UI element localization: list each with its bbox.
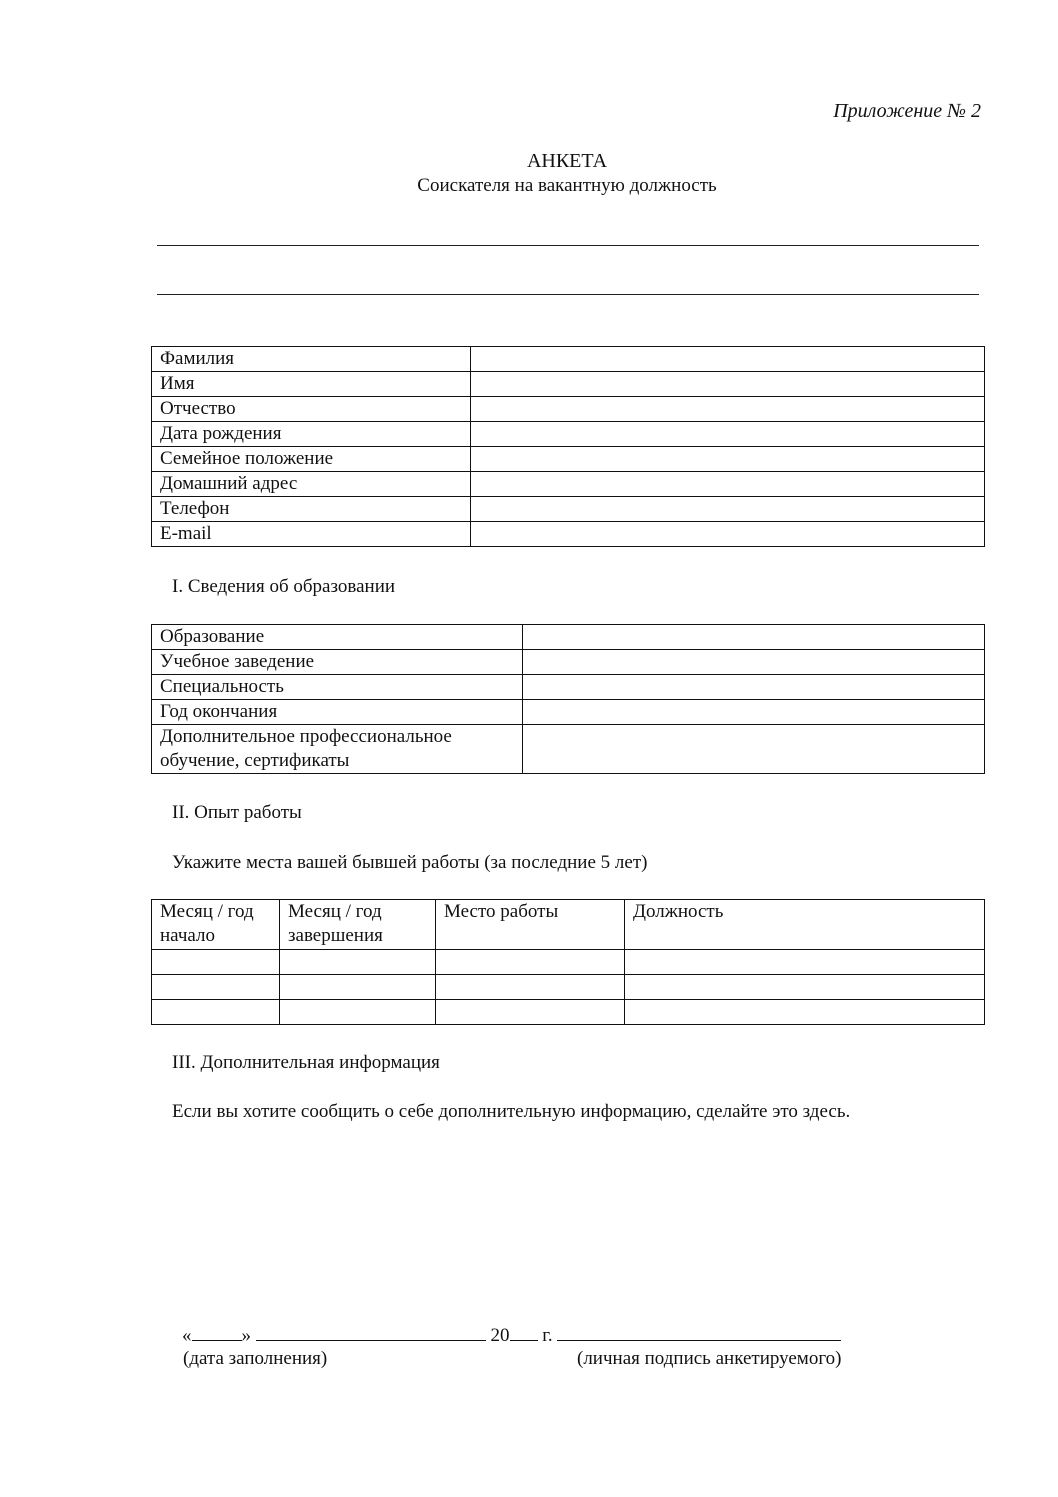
table-row — [152, 422, 985, 447]
additional-instruction: Если вы хотите сообщить о себе дополнительную информацию, сделайте это здесь. — [172, 1101, 851, 1122]
signature-caption: (личная подпись анкетируемого) — [577, 1348, 842, 1369]
document-title: АНКЕТА — [526, 150, 608, 172]
row-label: Имя — [152, 372, 471, 397]
month-field[interactable] — [256, 1322, 486, 1341]
start-date-cell[interactable] — [152, 1000, 280, 1025]
table-row — [152, 675, 985, 700]
table-row — [152, 347, 985, 372]
row-label: E-mail — [152, 522, 471, 547]
table-row — [152, 1000, 985, 1025]
value-cell[interactable] — [523, 725, 985, 774]
column-header: Место работы — [436, 900, 625, 950]
quote-open: « — [182, 1325, 192, 1346]
value-cell[interactable] — [471, 497, 985, 522]
position-cell[interactable] — [625, 1000, 985, 1025]
value-cell[interactable] — [523, 625, 985, 650]
workplace-cell[interactable] — [436, 975, 625, 1000]
value-cell[interactable] — [471, 397, 985, 422]
table-row — [152, 725, 985, 774]
column-header: Месяц / год завершения — [280, 900, 436, 950]
signature-field[interactable] — [557, 1322, 841, 1341]
table-row — [152, 950, 985, 975]
column-header: Месяц / год начало — [152, 900, 280, 950]
position-cell[interactable] — [625, 950, 985, 975]
day-field[interactable] — [192, 1322, 242, 1341]
year-field[interactable] — [510, 1322, 538, 1341]
row-label: Специальность — [152, 675, 523, 700]
table-row — [152, 650, 985, 675]
personal-info-table — [151, 346, 985, 547]
date-caption: (дата заполнения) — [183, 1348, 328, 1369]
table-row — [152, 372, 985, 397]
start-date-cell[interactable] — [152, 975, 280, 1000]
table-row — [152, 397, 985, 422]
row-label: Учебное заведение — [152, 650, 523, 675]
quote-close: » — [241, 1325, 251, 1346]
end-date-cell[interactable] — [280, 950, 436, 975]
column-header: Должность — [625, 900, 985, 950]
education-table — [151, 624, 985, 774]
value-cell[interactable] — [471, 372, 985, 397]
table-row — [152, 472, 985, 497]
value-cell[interactable] — [523, 700, 985, 725]
document-subtitle: Соискателя на вакантную должность — [417, 175, 717, 196]
value-cell[interactable] — [471, 472, 985, 497]
position-line-2[interactable] — [157, 294, 979, 295]
position-line-1[interactable] — [157, 245, 979, 246]
value-cell[interactable] — [471, 522, 985, 547]
experience-instruction: Укажите места вашей бывшей работы (за последние 5 лет) — [172, 852, 648, 873]
value-cell[interactable] — [471, 447, 985, 472]
workplace-cell[interactable] — [436, 1000, 625, 1025]
table-row — [152, 700, 985, 725]
end-date-cell[interactable] — [280, 1000, 436, 1025]
table-row — [152, 975, 985, 1000]
experience-heading: II. Опыт работы — [172, 802, 302, 823]
value-cell[interactable] — [523, 650, 985, 675]
additional-heading: III. Дополнительная информация — [172, 1052, 440, 1073]
row-label: Дата рождения — [152, 422, 471, 447]
value-cell[interactable] — [471, 422, 985, 447]
end-date-cell[interactable] — [280, 975, 436, 1000]
start-date-cell[interactable] — [152, 950, 280, 975]
workplace-cell[interactable] — [436, 950, 625, 975]
row-label: Год окончания — [152, 700, 523, 725]
year-prefix: 20 — [490, 1325, 510, 1346]
row-label: Домашний адрес — [152, 472, 471, 497]
table-header-row — [152, 900, 985, 950]
position-cell[interactable] — [625, 975, 985, 1000]
value-cell[interactable] — [471, 347, 985, 372]
row-label: Дополнительное профессиональное обучение, сертификаты — [152, 725, 523, 774]
table-row — [152, 625, 985, 650]
value-cell[interactable] — [523, 675, 985, 700]
row-label: Образование — [152, 625, 523, 650]
table-row — [152, 497, 985, 522]
row-label: Семейное положение — [152, 447, 471, 472]
table-row — [152, 447, 985, 472]
education-heading: I. Сведения об образовании — [172, 576, 396, 597]
year-suffix: г. — [542, 1325, 553, 1346]
row-label: Фамилия — [152, 347, 471, 372]
date-signature-row — [182, 1322, 841, 1347]
row-label: Отчество — [152, 397, 471, 422]
experience-table — [151, 899, 985, 1025]
appendix-label: Приложение № 2 — [833, 100, 981, 122]
table-row — [152, 522, 985, 547]
row-label: Телефон — [152, 497, 471, 522]
